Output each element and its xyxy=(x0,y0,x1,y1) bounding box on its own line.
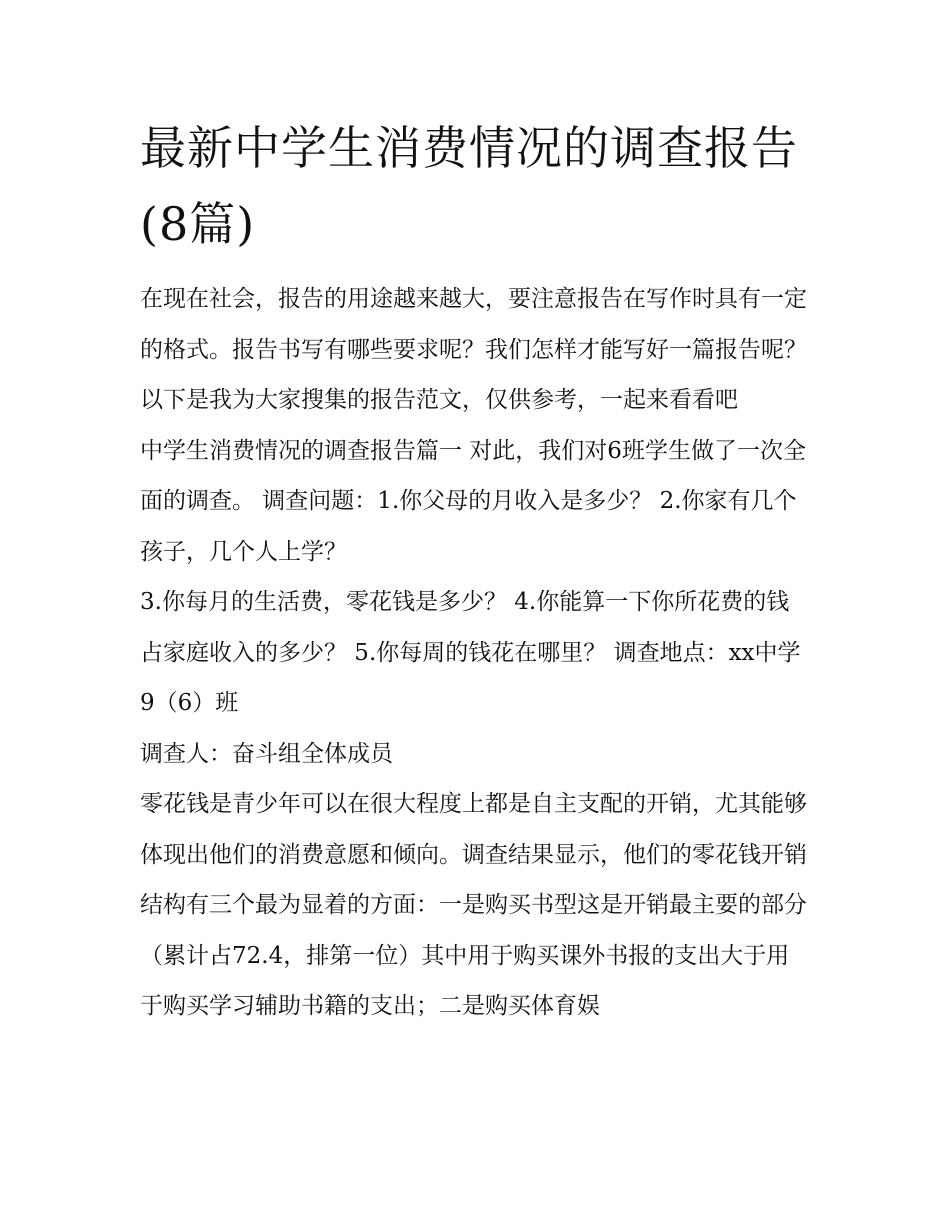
document-page xyxy=(140,110,812,1032)
intro-paragraph: 在现在社会，报告的用途越来越大，要注意报告在写作时具有一定的格式。报告书写有哪些要求呢？我们怎样才能写好一篇报告呢？以下是我为大家搜集的报告范文，仅供参考，一起来看看吧 xyxy=(140,286,807,413)
survey-questions-paragraph: 3.你每月的生活费，零花钱是多少？ 4.你能算一下你所花费的钱占家庭收入的多少？ 5.你每周的钱花在哪里？ 调查地点：xx中学9（6）班 xyxy=(140,589,801,716)
surveyor-paragraph: 调查人：奋斗组全体成员 xyxy=(140,740,393,767)
document-title: 最新中学生消费情况的调查报告(8篇) xyxy=(140,121,798,251)
results-paragraph: 零花钱是青少年可以在很大程度上都是自主支配的开销，尤其能够体现出他们的消费意愿和倾向。调查结果显示，他们的零花钱开销结构有三个最为显着的方面：一是购买书型这是开销最主要的部分（累计占72.4，排第一位）其中用于购买课外书报的支出大于用于购买学习辅助书籍的支出；二是购买体育娱 xyxy=(140,791,807,1019)
survey-intro-paragraph: 中学生消费情况的调查报告篇一 对此，我们对6班学生做了一次全面的调查。 调查问题：1.你父母的月收入是多少？ 2.你家有几个孩子，几个人上学？ xyxy=(140,437,806,565)
